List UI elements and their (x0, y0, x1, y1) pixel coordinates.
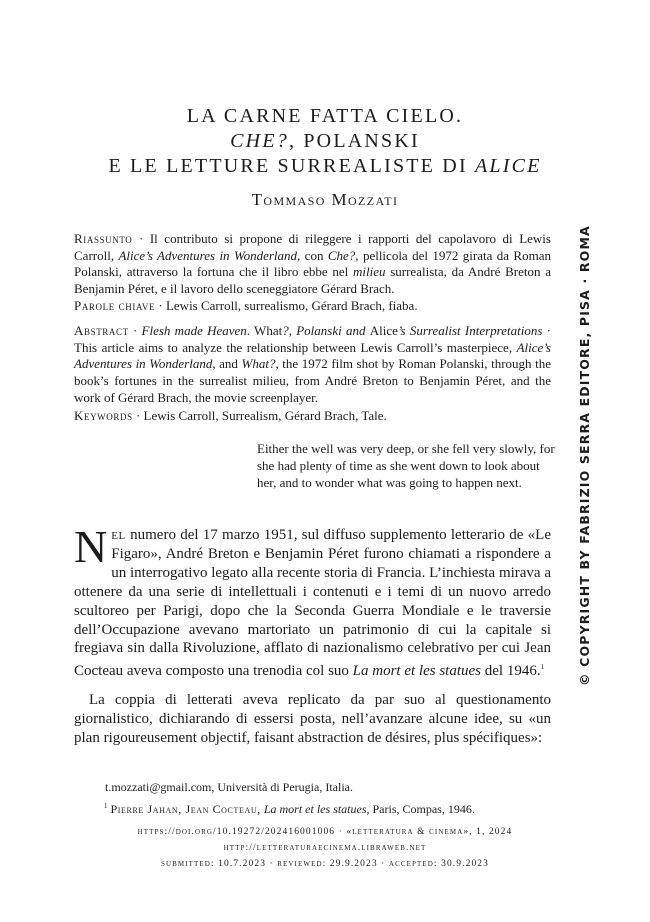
abstract-text: , the 1972 film shot by Roman Polanski, through the book’s fortunes in the surrealist milieu, from André Breton to Benjamin Péret, and the work of Gérard Brach, the movie screenplayer. (74, 356, 551, 405)
abstract-text: This article aims to analyze the relationship between Lewis Carroll’s masterpiece, (74, 339, 517, 355)
riassunto-text: surrealista, da André Breton a Benjamin Péret, e il lavoro dello sceneggiatore Gérard Brach. (74, 264, 551, 297)
footnote-italic: La mort et les statues (263, 802, 367, 816)
keywords-block (74, 408, 551, 425)
separator: · (155, 298, 166, 313)
abstract-block (74, 323, 551, 407)
riassunto-italic: Alice’s Adventures in Wonderland (118, 247, 298, 263)
footnote-authors: Pierre Jahan, Jean Cocteau, (110, 802, 261, 816)
body-italic: La mort et les statues (352, 663, 482, 680)
riassunto-italic: Che? (327, 247, 356, 263)
riassunto-text: Il contributo si propone di rileggere i rapporti del capolavoro di Lewis Carroll, (74, 231, 551, 263)
abstract-italic: What? (241, 356, 276, 372)
keywords-label: Keywords (74, 408, 133, 423)
parole-chiave-text: Lewis Carroll, surrealismo, Gérard Brach, fiaba. (165, 298, 418, 313)
opening-small-caps: el (111, 527, 126, 543)
title-line-3-text: E LE LETTURE SURREALISTE DI (108, 155, 475, 177)
footnote-1 (104, 798, 475, 817)
abstract-label: Abstract (74, 323, 129, 338)
journal-url: http://letteraturaecinema.libraweb.net (223, 843, 427, 853)
abstract-title-plain: . What (246, 323, 283, 338)
keywords-text: Lewis Carroll, Surrealism, Gérard Brach, Tale. (143, 408, 387, 423)
copyright-text: © COPYRIGHT BY FABRIZIO SERRA EDITORE, PISA · ROMA (577, 225, 592, 686)
epigraph: Either the well was very deep, or she fell very slowly, for she had plenty of time as she went down to look about her, and to wonder what was going to happen next. (257, 441, 555, 490)
separator: · (128, 323, 142, 338)
abstract-title-italic: ’s Surrealist Interpretations (397, 323, 543, 338)
title-alice-italic: ALICE (475, 155, 542, 177)
article-title-line-1: LA CARNE FATTA CIELO. (186, 105, 464, 127)
author-name: Tommaso Mozzati (251, 190, 399, 209)
author-affiliation: t.mozzati@gmail.com, Università di Perugia, Italia. (105, 780, 353, 794)
submission-dates: submitted: 10.7.2023 · reviewed: 29.9.2023 · accepted: 30.9.2023 (160, 859, 490, 869)
separator: · (132, 231, 150, 246)
riassunto-italic: milieu (352, 264, 386, 280)
body-text: del 1946. (481, 663, 541, 680)
abstract-title-italic: ?, Polanski and (282, 323, 370, 338)
riassunto-label: Riassunto (74, 231, 133, 246)
body-paragraph-2: La coppia di letterati aveva replicato da par suo al questionamento giornalistico, dichiarando di essersi posta, nell’avanzare alcune idee, su «un plan rigoureusement objectif, faisant abstraction de désires, plus spécifiques»: (74, 692, 551, 746)
drop-cap: N (74, 521, 108, 572)
doi-line: https://doi.org/10.19272/202416001006 · «letteratura & cinema», 1, 2024 (137, 827, 513, 837)
riassunto-text: , con (297, 247, 328, 263)
abstract-text: , and (212, 356, 242, 372)
separator: · (132, 408, 144, 423)
body-text: numero del 17 marzo 1951, sul diffuso supplemento letterario de «Le Figaro», André Breton e Benjamin Péret furono chiamati a rispondere a un interrogativo legato alla recente storia di Francia. L’inchiesta mirava a ottenere da una serie di intellettuali i contenuti e i temi di un nuovo arredo scultoreo per Parigi, dopo che la Seconda Guerra Mondiale e le traversie dell’Occupazione avevano martoriato un patrimonio di cui la capitale si fregiava sin dalla Rivoluzione, afflato di nazionalismo celebrativo per cui Jean Cocteau aveva composto una trenodia col suo (74, 527, 551, 680)
title-film-italic: CHE? (230, 130, 289, 152)
abstract-title-plain: Alice (369, 323, 398, 338)
parole-chiave-label: Parole chiave (74, 298, 156, 313)
separator: · (542, 323, 551, 338)
footnote-ref: 1 (540, 663, 545, 672)
title-line-2-text: , POLANSKI (288, 130, 420, 152)
body-paragraph-1 (74, 521, 551, 681)
copyright-sidebar (577, 216, 597, 686)
riassunto-text: , pellicola del 1972 girata da Roman Polanski, attraverso la fortuna che il libro ebbe nel (74, 247, 551, 280)
riassunto-block (74, 231, 551, 298)
article-title-line-3 (0, 153, 650, 179)
abstract-title-italic: Flesh made Heaven (141, 323, 247, 338)
article-title-line-2 (0, 128, 650, 154)
footnote-mark: 1 (104, 802, 108, 810)
abstract-italic: Alice’s Adventures in Wonderland (74, 339, 551, 372)
parole-chiave-block (74, 298, 551, 315)
footnote-text: , Paris, Compas, 1946. (366, 802, 475, 816)
